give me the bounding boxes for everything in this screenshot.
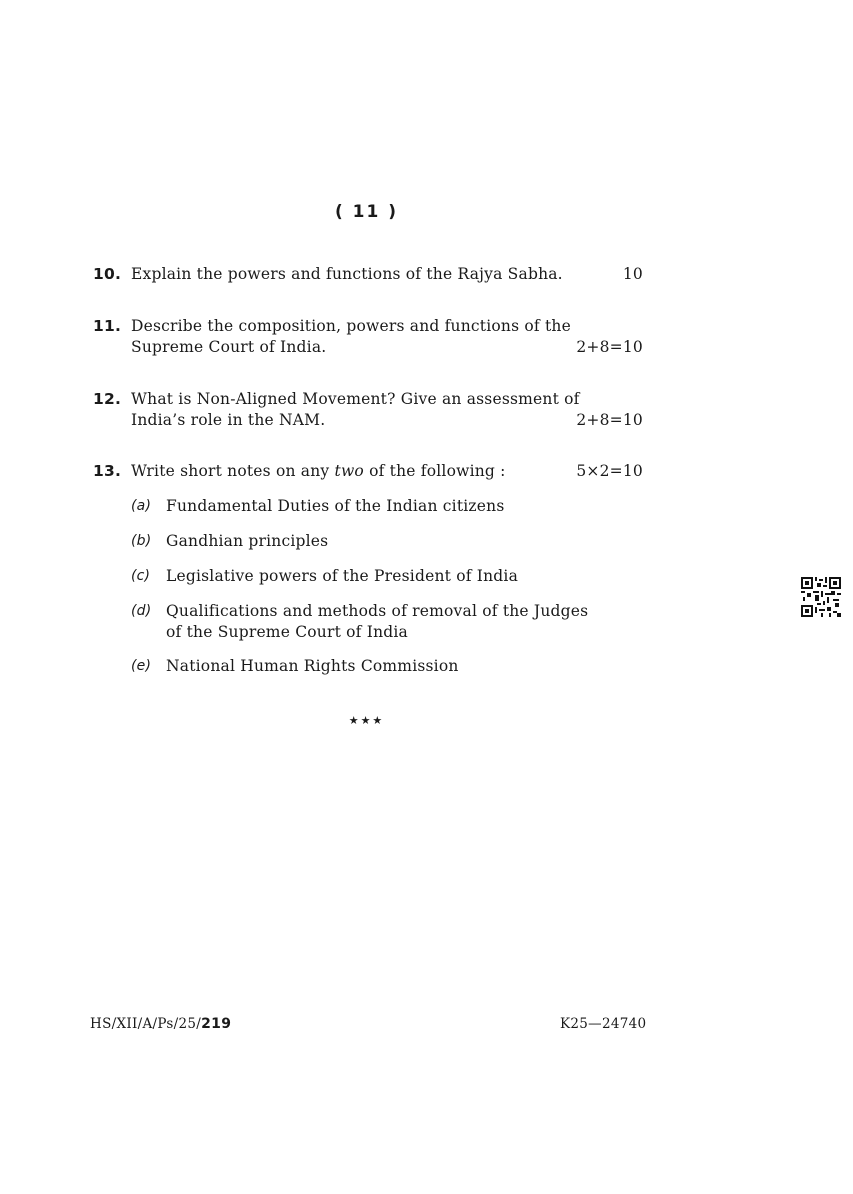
sub-item-label: (c) bbox=[131, 568, 151, 584]
sub-item-label: (d) bbox=[131, 603, 152, 619]
sub-item-b bbox=[131, 531, 651, 552]
question-marks: 5×2=10 bbox=[576, 462, 643, 480]
sub-item-text: of the Supreme Court of India bbox=[166, 623, 408, 641]
footer-paper-code: HS/XII/A/Ps/25/219 bbox=[90, 1016, 232, 1032]
question-text: Write short notes on any two of the following : bbox=[131, 462, 506, 480]
question-text: India’s role in the NAM. bbox=[131, 411, 326, 429]
sub-item-text: Gandhian principles bbox=[166, 532, 329, 550]
question-text: Describe the composition, powers and functions of the bbox=[131, 317, 571, 335]
sub-item-label: (e) bbox=[131, 658, 152, 674]
footer-print-code: K25—24740 bbox=[560, 1016, 647, 1032]
question-text: What is Non-Aligned Movement? Give an assessment of bbox=[131, 390, 580, 408]
emphasis-word: two bbox=[334, 462, 364, 480]
end-marker: ★★★ bbox=[348, 714, 385, 727]
sub-item-label: (b) bbox=[131, 533, 152, 549]
sub-item-text: National Human Rights Commission bbox=[166, 657, 459, 675]
sub-item-text: Legislative powers of the President of India bbox=[166, 567, 519, 585]
question-text: Supreme Court of India. bbox=[131, 338, 327, 356]
question-number: 10. bbox=[93, 265, 122, 283]
question-text: Explain the powers and functions of the Rajya Sabha. bbox=[131, 265, 563, 283]
question-number: 12. bbox=[93, 390, 122, 408]
question-number: 13. bbox=[93, 462, 122, 480]
sub-item-e bbox=[131, 656, 651, 677]
sub-item-a bbox=[131, 496, 651, 517]
question-marks: 10 bbox=[622, 265, 643, 283]
question-10 bbox=[93, 264, 643, 285]
sub-item-c bbox=[131, 566, 651, 587]
qr-code-icon bbox=[801, 577, 841, 617]
sub-item-d bbox=[131, 601, 651, 643]
question-13 bbox=[93, 461, 643, 482]
sub-item-text: Qualifications and methods of removal of the Judges bbox=[166, 602, 589, 620]
question-number: 11. bbox=[93, 317, 122, 335]
sub-item-text: Fundamental Duties of the Indian citizens bbox=[166, 497, 505, 515]
question-marks: 2+8=10 bbox=[576, 338, 643, 356]
question-11 bbox=[93, 316, 643, 358]
question-marks: 2+8=10 bbox=[576, 411, 643, 429]
page-number: ( 11 ) bbox=[334, 202, 399, 222]
question-12 bbox=[93, 389, 643, 431]
sub-item-label: (a) bbox=[131, 498, 152, 514]
